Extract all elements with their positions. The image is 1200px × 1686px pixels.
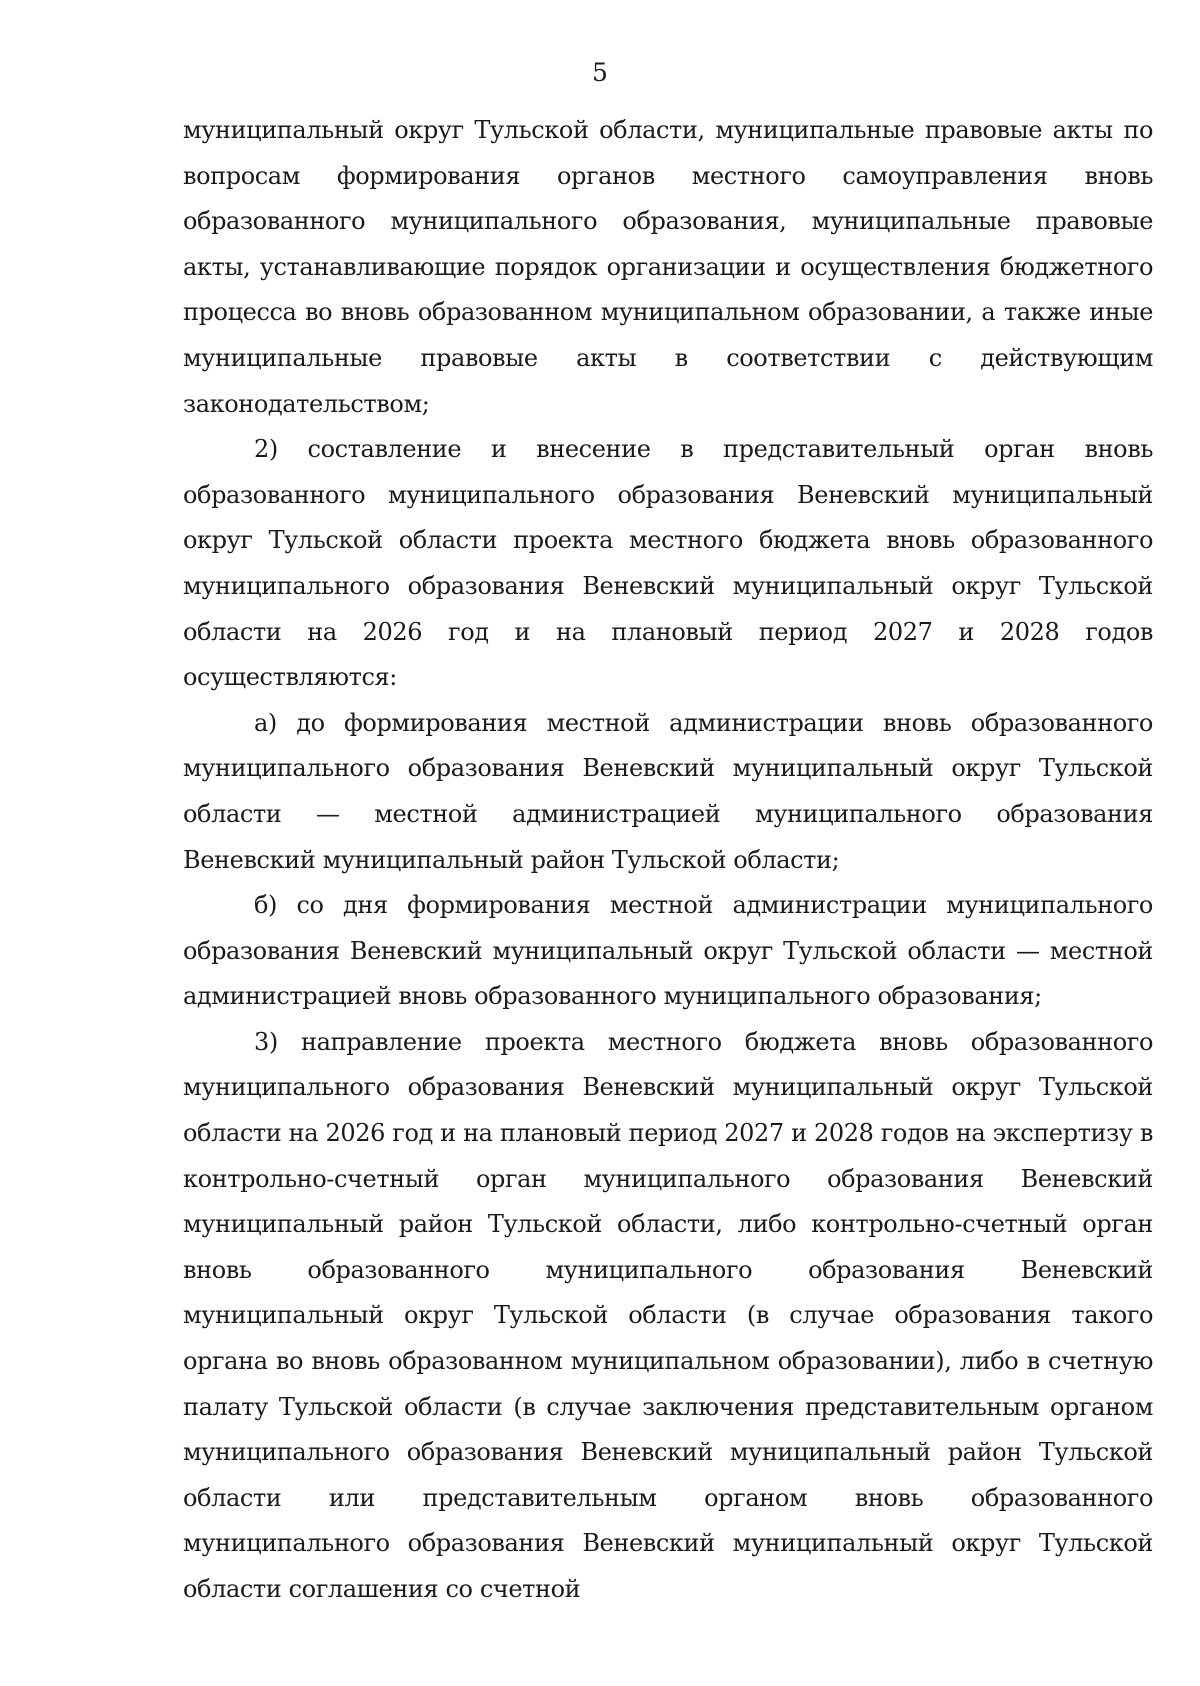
paragraph-continuation: муниципальный округ Тульской области, муниципальные правовые акты по вопросам формирования органов местного самоуправления вновь образованного муниципального образования, муниципальные правовые акты, устанавливающие порядок организации и осуществления бюджетного процесса во вновь образованном муниципальном образовании, а также иные муниципальные правовые акты в соответствии с действующим законодательством; xyxy=(183,116,1153,418)
document-body xyxy=(183,108,1153,1613)
paragraph-item-2: 2) составление и внесение в представительный орган вновь образованного муниципального образования Веневский муниципальный округ Тульской области проекта местного бюджета вновь образованного муниципального образования Веневский муниципальный округ Тульской области на 2026 год и на плановый период 2027 и 2028 годов осуществляются: xyxy=(183,435,1153,692)
paragraph-item-3: 3) направление проекта местного бюджета вновь образованного муниципального образования Веневский муниципальный округ Тульской области на 2026 год и на плановый период 2027 и 2028 годов на экспертизу в контрольно-счетный орган муниципального образования Веневский муниципальный район Тульской области, либо контрольно-счетный орган вновь образованного муниципального образования Веневский муниципальный округ Тульской области (в случае образования такого органа во вновь образованном муниципальном образовании), либо в счетную палату Тульской области (в случае заключения представительным органом муниципального образования Веневский муниципальный район Тульской области или представительным органом вновь образованного муниципального образования Веневский муниципальный округ Тульской области соглашения со счетной xyxy=(183,1027,1153,1603)
page-number: 5 xyxy=(592,58,608,87)
paragraph-subitem-a: а) до формирования местной администрации вновь образованного муниципального образования Веневский муниципальный округ Тульской области — местной администрацией муниципального образования Веневский муниципальный район Тульской области; xyxy=(183,708,1153,874)
paragraph-subitem-b: б) со дня формирования местной администрации муниципального образования Веневский муниципальный округ Тульской области — местной администрацией вновь образованного муниципального образования; xyxy=(183,891,1153,1011)
